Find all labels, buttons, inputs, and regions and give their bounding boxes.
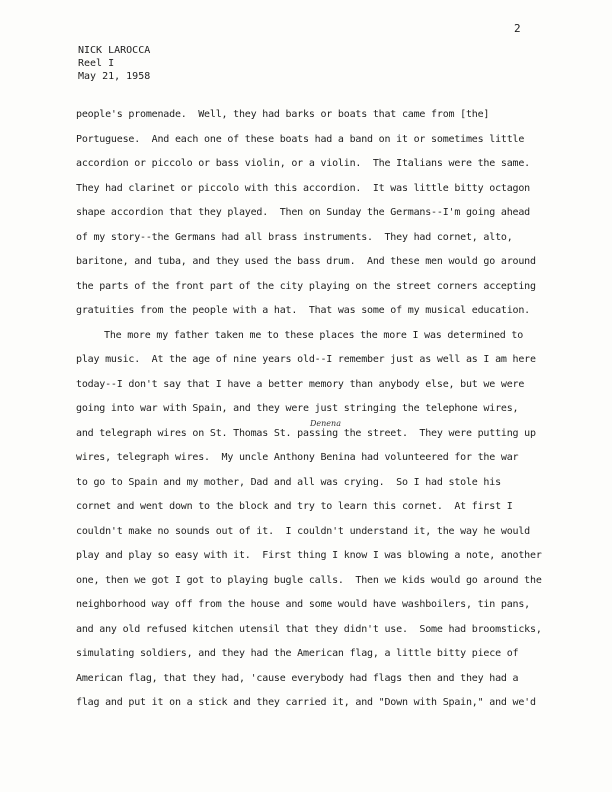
transcript-line: going into war with Spain, and they were just stringing the telephone wires, [76,403,519,414]
transcript-line: couldn't make no sounds out of it. I couldn't understand it, the way he would [76,525,530,537]
transcript-line: flag and put it on a stick and they carried it, and "Down with Spain," and we'd [76,697,536,708]
transcript-line: play music. At the age of nine years old--I remember just as well as I am here [76,354,536,365]
transcript-body [76,103,596,716]
page-number: 2 [514,22,521,35]
transcript-line: They had clarinet or piccolo with this accordion. It was little bitty octagon [76,182,530,194]
transcript-line: people's promenade. Well, they had barks or boats that came from [the] [76,109,490,120]
transcript-line: gratuities from the people with a hat. That was some of my musical education. [76,305,530,316]
transcript-line: play and play so easy with it. First thing I know I was blowing a note, another [76,550,542,561]
reel-label: Reel I [78,58,115,69]
transcript-line: wires, telegraph wires. My uncle Anthony Benina had volunteered for the war [76,452,519,463]
transcript-line: one, then we got I got to playing bugle calls. Then we kids would go around the [76,574,542,586]
transcript-line: and any old refused kitchen utensil that they didn't use. Some had broomsticks, [76,623,542,635]
transcript-line: today--I don't say that I have a better memory than anybody else, but we were [76,378,525,390]
transcript-line: cornet and went down to the block and try to learn this cornet. At first I [76,501,513,512]
transcript-line: baritone, and tuba, and they used the bass drum. And these men would go around [76,256,536,267]
transcript-line: to go to Spain and my mother, Dad and all was crying. So I had stole his [76,476,501,488]
transcript-header [78,44,150,83]
transcript-line: American flag, that they had, 'cause everybody had flags then and they had a [76,672,519,684]
transcript-line: neighborhood way off from the house and some would have washboilers, tin pans, [76,599,530,610]
transcript-line: simulating soldiers, and they had the American flag, a little bitty piece of [76,648,519,659]
transcript-line: and telegraph wires on St. Thomas St. passing the street. They were putting up [76,427,536,439]
interview-date: May 21, 1958 [78,71,151,82]
transcript-line: shape accordion that they played. Then on Sunday the Germans--I'm going ahead [76,207,530,218]
handwritten-correction: Denena [310,419,341,428]
transcript-line: Portuguese. And each one of these boats had a band on it or sometimes little [76,133,525,145]
interviewee-name: NICK LAROCCA [78,45,151,56]
transcript-line: the parts of the front part of the city playing on the street corners accepting [76,280,536,292]
transcript-line: The more my father taken me to these places the more I was determined to [104,329,524,341]
transcript-line: accordion or piccolo or bass violin, or a violin. The Italians were the same. [76,158,530,169]
transcript-line: of my story--the Germans had all brass instruments. They had cornet, alto, [76,231,513,243]
